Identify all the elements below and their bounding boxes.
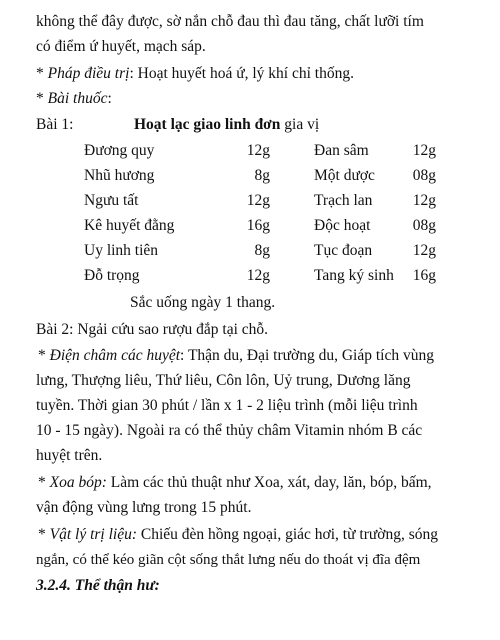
bullet: * xyxy=(38,474,50,491)
electro-acupuncture-line-4: 10 - 15 ngày). Ngoài ra có thể thủy châm Vitamin nhóm B các xyxy=(36,422,423,439)
bullet: * xyxy=(36,65,48,82)
remedy-1-suffix: gia vị xyxy=(284,116,320,133)
bullet: * xyxy=(38,526,50,543)
electro-acupuncture-line-1: * Điện châm các huyệt: Thận du, Đại trường du, Giáp tích vùng xyxy=(38,347,434,364)
physiotherapy-line-1: * Vật lý trị liệu: Chiếu đèn hồng ngoại, giác hơi, từ trường, sóng xyxy=(38,526,438,543)
bullet: * xyxy=(38,347,50,364)
physiotherapy-label: Vật lý trị liệu: xyxy=(49,526,138,543)
treatment-method-text: Hoạt huyết hoá ứ, lý khí chỉ thống. xyxy=(137,65,354,82)
remedies-label: Bài thuốc xyxy=(47,90,108,107)
intro-line-2: có điểm ứ huyết, mạch sáp. xyxy=(36,38,206,55)
remedy-1-title xyxy=(134,115,319,135)
bullet: * xyxy=(36,90,48,107)
electro-acupuncture-line-5: huyệt trên. xyxy=(36,447,103,464)
electro-acupuncture-line-3: tuyền. Thời gian 30 phút / lần x 1 - 2 liệu trình (mỗi liệu trình xyxy=(36,397,418,414)
remedies-heading: * Bài thuốc: xyxy=(36,90,112,107)
massage-line-2: vận động vùng lưng trong 15 phút. xyxy=(36,499,252,516)
intro-line-1: không thể đây được, sờ nắn chỗ đau thì đau tăng, chất lưỡi tím xyxy=(36,13,424,30)
massage-label: Xoa bóp: xyxy=(49,474,107,491)
remedy-1-label: Bài 1: xyxy=(36,116,74,133)
massage-line-1: * Xoa bóp: Làm các thủ thuật như Xoa, xát, day, lăn, bóp, bấm, xyxy=(38,474,432,491)
treatment-method: * Pháp điều trị: Hoạt huyết hoá ứ, lý khí chỉ thống. xyxy=(36,65,354,82)
remedy-1-name: Hoạt lạc giao linh đơn xyxy=(134,116,281,133)
electro-acupuncture-line-2: lưng, Thượng liêu, Thứ liêu, Côn lôn, Uỷ trung, Dương lăng xyxy=(36,372,411,389)
section-heading: 3.2.4. Thể thận hư: xyxy=(36,577,160,594)
treatment-method-label: Pháp điều trị xyxy=(47,65,130,82)
dosage-note: Sắc uống ngày 1 thang. xyxy=(130,294,276,311)
remedy-2: Bài 2: Ngải cứu sao rượu đắp tại chỗ. xyxy=(36,321,269,338)
physiotherapy-line-2: ngắn, có thể kéo giãn cột sống thắt lưng nếu do thoát vị đĩa đệm xyxy=(36,552,421,568)
document-page: không thể đây được, sờ nắn chỗ đau thì đau tăng, chất lưỡi tím có điểm ứ huyết, mạch sáp. * Pháp điều trị: Hoạt huyết hoá ứ, lý khí chỉ thống. * Bài thuốc: Bài 1: Hoạt lạc giao linh đơn gia vị Đương quy 12g Đan sâm 12g Nhũ hương 8g Một dược 08g Ngưu tất 12g Trạch lan 12g Kê huyết đằng 16g Độc hoạt 08g Uy linh tiên 8g Tục đoạn 12g Đỗ trọng 12g Tang ký sinh 16g Sắc uống ngày 1 thang. Bài 2: Ngải cứu sao rượu đắp tại chỗ. * Điện châm các huyệt: Thận du, Đại trường du, Giáp tích vùng lưng, Thượng liêu, Thứ liêu, Côn lôn, Uỷ trung, Dương lăng tuyền. Thời gian 30 phút / lần x 1 - 2 liệu trình (mỗi liệu trình 10 - 15 ngày). Ngoài ra có thể thủy châm Vitamin nhóm B các huyệt trên. * Xoa bóp: Làm các thủ thuật như Xoa, xát, day, lăn, bóp, bấm, vận động vùng lưng trong 15 phút. * Vật lý trị liệu: Chiếu đèn hồng ngoại, giác hơi, từ trường, sóng ngắn, có thể kéo giãn cột sống thắt lưng nếu do thoát vị đĩa đệm 3.2.4. Thể thận hư: xyxy=(36,13,438,594)
electro-acupuncture-label: Điện châm các huyệt xyxy=(49,347,181,364)
